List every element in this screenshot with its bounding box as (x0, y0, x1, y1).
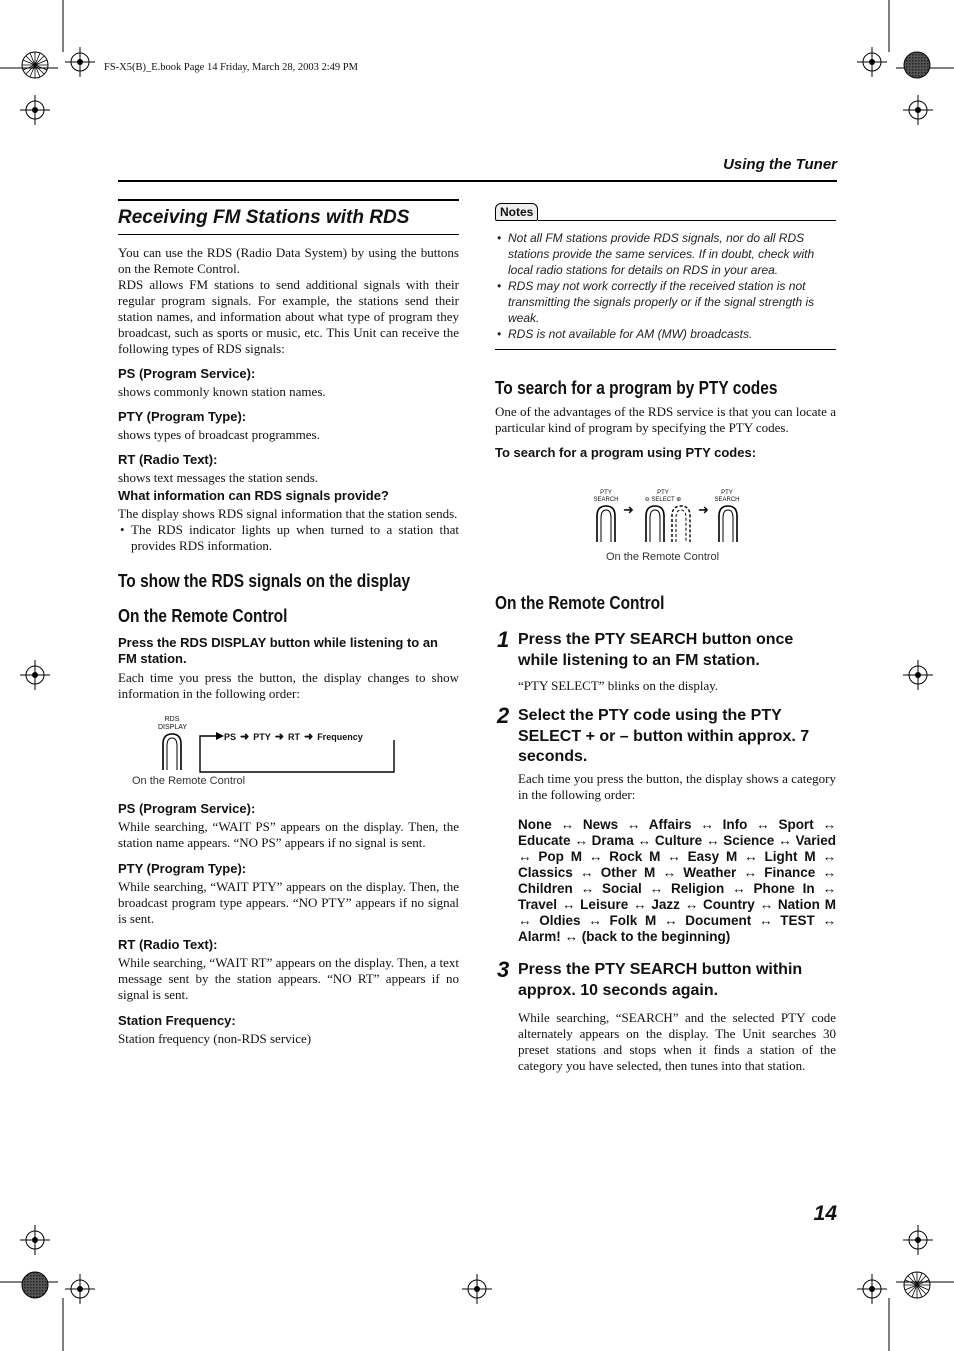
result-desc-rt: While searching, “WAIT RT” appears on the display. Then, a text message sent by the station appears. “NO RT” appears if no signal is sent. (118, 955, 459, 1002)
seq-frequency: Frequency (317, 731, 363, 742)
rds-indicator-bullet (118, 522, 459, 554)
result-label-ps: PS (Program Service): (118, 801, 256, 816)
step-3-desc: While searching, “SEARCH” and the selected PTY code alternately appears on the display. The Unit searches 30 preset stations and stops when it finds a station of the category you have selected, then tunes into that station. (518, 1010, 836, 1073)
remote-heading-left: On the Remote Control (118, 606, 288, 626)
step-1 (518, 629, 836, 694)
press-rds-display-desc: Each time you press the button, the display changes to show information in the following order: (118, 670, 459, 701)
result-label-pty: PTY (Program Type): (118, 861, 247, 876)
what-info-desc: The display shows RDS signal information that the station sends. (118, 506, 458, 521)
step-1-desc: “PTY SELECT” blinks on the display. (518, 678, 719, 693)
section-rule-top (118, 199, 459, 201)
notes-header (495, 203, 836, 221)
pty-search-button-icon-2 (716, 504, 740, 544)
intro-paragraph-2: RDS allows FM stations to send additional signals with their regular program signals. For example, the stations send their station names, and information about what type of program they broadcast, such as sports or music, etc. This Unit can receive the following types of RDS signals: (118, 277, 459, 356)
left-column-results (118, 801, 459, 1047)
page-number: 14 (813, 1202, 837, 1225)
notes-box (495, 203, 836, 350)
note-item: • RDS may not work correctly if the received station is not transmitting the signals properly or if the signal strength is weak. (495, 278, 836, 326)
rds-display-button-label: RDS DISPLAY (158, 716, 188, 731)
result-label-frequency: Station Frequency: (118, 1013, 236, 1028)
seq-rt: RT (287, 731, 300, 742)
result-label-rt: RT (Radio Text): (118, 937, 218, 952)
pty-search-section (495, 378, 836, 461)
book-slug: FS-X5(B)_E.book Page 14 Friday, March 28, 2003 2:49 PM (104, 62, 358, 73)
step-number-3: 3 (497, 957, 510, 982)
result-desc-pty: While searching, “WAIT PTY” appears on the display. Then, the broadcast program type appears. “NO PTY” appears if no signal is sent. (118, 879, 459, 926)
diagram-caption-right: On the Remote Control (606, 551, 720, 563)
seq-arrow-icon: ➜ (274, 731, 284, 743)
type-desc-ps: shows commonly known station names. (118, 384, 326, 399)
pty-search-diagram (590, 490, 750, 570)
seq-arrow-icon: ➜ (303, 731, 314, 743)
rds-display-diagram (118, 716, 418, 791)
result-desc-ps: While searching, “WAIT PS” appears on the display. Then, the station name appears. “NO PS” appears if no signal is sent. (118, 819, 459, 850)
step-1-title: Press the PTY SEARCH button once while listening to an FM station. (518, 631, 794, 669)
step-2-title: Select the PTY code using the PTY SELECT + or – button within approx. 7 seconds. (518, 707, 810, 765)
arrow-right-icon: ➜ (698, 502, 709, 517)
what-info-label: What information can RDS signals provide? (118, 488, 389, 503)
remote-heading-right: On the Remote Control (495, 593, 665, 613)
type-label-pty: PTY (Program Type): (118, 409, 247, 424)
step-number-1: 1 (497, 627, 510, 652)
press-rds-display-instruction: Press the RDS DISPLAY button while listening to an FM station. (118, 635, 438, 666)
result-desc-frequency: Station frequency (non-RDS service) (118, 1031, 312, 1046)
bullet-item: • The RDS indicator lights up when turned to a station that provides RDS information. (118, 522, 459, 554)
pty-select-button-label: PTY ⊖ SELECT ⊕ (644, 490, 682, 503)
running-header: Using the Tuner (723, 156, 837, 173)
pty-select-button-icon (643, 504, 695, 544)
notes-icon: Notes (495, 203, 538, 221)
pty-search-desc: One of the advantages of the RDS service is that you can locate a particular kind of program by specifying the PTY codes. (495, 404, 836, 435)
step-2-desc: Each time you press the button, the display shows a category in the following order: (518, 770, 836, 802)
arrow-right-icon: ➜ (623, 502, 634, 517)
diagram-caption-left: On the Remote Control (132, 775, 246, 787)
note-item: • Not all FM stations provide RDS signals, nor do all RDS stations provide the same services. If in doubt, check with local radio stations for details on RDS in your area. (495, 230, 836, 278)
seq-arrow-icon: ➜ (240, 731, 250, 743)
pty-search-instruction-label: To search for a program using PTY codes: (495, 445, 757, 460)
intro-paragraph-1: You can use the RDS (Radio Data System) by using the buttons on the Remote Control. (118, 245, 459, 276)
step-3-title: Press the PTY SEARCH button within approx. 10 seconds again. (518, 961, 803, 999)
type-desc-rt: shows text messages the station sends. (118, 470, 319, 485)
seq-pty: PTY (253, 731, 271, 742)
section-title: Receiving FM Stations with RDS (118, 207, 410, 228)
seq-ps: PS (224, 731, 237, 742)
step-3 (518, 959, 836, 1074)
notes-list (495, 230, 836, 342)
type-label-ps: PS (Program Service): (118, 366, 256, 381)
left-column (118, 199, 459, 702)
section-rule-bottom (118, 234, 459, 235)
pty-category-order: None ↔ News ↔ Affairs ↔ Info ↔ Sport ↔ Educate ↔ Drama ↔ Culture ↔ Science ↔ Varied ↔ Pop M ↔ Rock M ↔ Easy M ↔ Light M ↔ Classics ↔ Other M ↔ Weather ↔ Finance ↔ Children ↔ Social ↔ Religion ↔ Phone In ↔ Travel ↔ Leisure ↔ Jazz ↔ Country ↔ Nation M ↔ Oldies ↔ Folk M ↔ Document ↔ TEST ↔ Alarm! ↔ (back to the beginning) (518, 816, 836, 944)
step-number-2: 2 (497, 703, 510, 728)
rds-display-button-icon (160, 732, 184, 772)
notes-rule-bottom (495, 349, 836, 350)
type-label-rt: RT (Radio Text): (118, 452, 218, 467)
pty-search-button-icon (594, 504, 618, 544)
pty-search-heading: To search for a program by PTY codes (495, 378, 778, 398)
notes-rule-top (538, 220, 836, 221)
pty-search-button-label: PTY SEARCH (593, 490, 619, 503)
pty-search-button-label-2: PTY SEARCH (714, 490, 740, 503)
note-item: • RDS is not available for AM (MW) broadcasts. (495, 326, 836, 342)
show-rds-heading: To show the RDS signals on the display (118, 571, 411, 591)
type-desc-pty: shows types of broadcast programmes. (118, 427, 320, 442)
step-2 (518, 706, 836, 945)
header-rule (118, 180, 837, 182)
sequence-row (224, 730, 363, 743)
